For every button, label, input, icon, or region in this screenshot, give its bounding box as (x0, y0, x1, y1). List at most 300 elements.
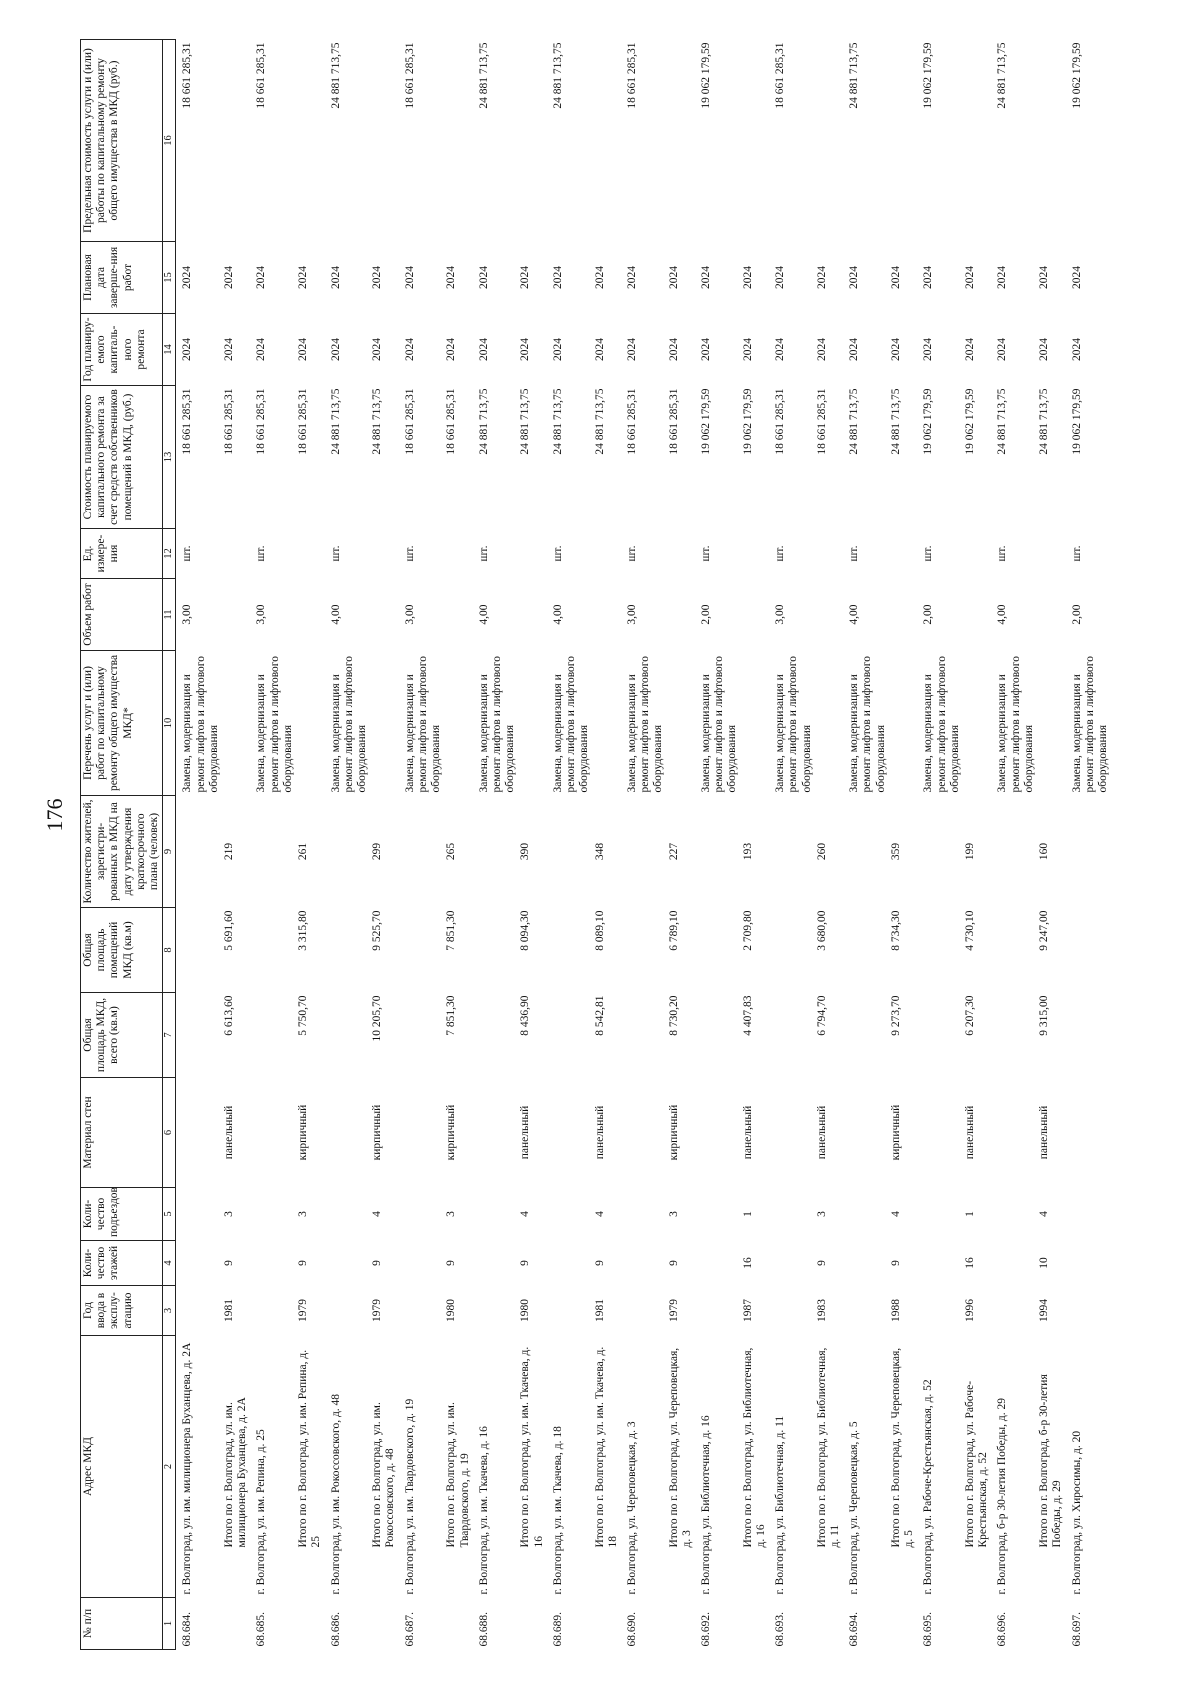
empty-cell (843, 796, 889, 908)
row-unit: шт. (403, 545, 416, 562)
row-volume: 3,00 (774, 604, 787, 625)
row-work: Замена, модернизация и ремонт лифтов и лифтового оборудования (996, 656, 1035, 793)
row-cost (621, 386, 667, 529)
total-residents: 160 (1038, 842, 1051, 861)
total-area-rooms: 3 680,00 (815, 910, 828, 951)
empty-cell (473, 908, 519, 993)
column-number: 6 (163, 1078, 176, 1188)
empty-cell (547, 1286, 593, 1336)
empty-cell (399, 1078, 445, 1188)
empty-cell (399, 1188, 445, 1241)
row-date-end-value: 2024 (922, 266, 935, 289)
column-number: 3 (163, 1286, 176, 1336)
row-limit: 18 661 285,31 (181, 42, 194, 109)
empty-cell (1037, 651, 1065, 796)
column-header: Перечень услуг и (или) работ по капитальному ремонту общего имущества МКД* (81, 651, 163, 796)
total-date-end: 2024 (667, 266, 680, 289)
header-row (81, 40, 163, 1650)
row-cost-value: 19 062 179,59 (922, 388, 935, 455)
empty-cell (473, 1241, 519, 1286)
row-cost-value: 19 062 179,59 (700, 388, 713, 455)
empty-cell (176, 993, 222, 1078)
row-cost (1066, 386, 1112, 529)
empty-cell (250, 1286, 296, 1336)
total-entrances: 1 (741, 1211, 754, 1217)
empty-cell (815, 651, 843, 796)
empty-cell (222, 1598, 250, 1650)
total-date-end: 2024 (297, 266, 310, 289)
row-date-end (917, 242, 963, 314)
table-row-entry (621, 40, 667, 1650)
empty-cell (667, 40, 695, 242)
row-date-end-value: 2024 (255, 266, 268, 289)
empty-cell (547, 908, 593, 993)
total-year: 1979 (667, 1299, 680, 1322)
total-area: 6 794,70 (815, 995, 828, 1036)
column-header: Материал стен (81, 1078, 163, 1188)
total-entrances: 4 (371, 1211, 384, 1217)
row-work: Замена, модернизация и ремонт лифтов и лифтового оборудования (551, 656, 591, 793)
empty-cell (621, 1286, 667, 1336)
empty-cell (843, 1286, 889, 1336)
empty-cell (917, 1188, 963, 1241)
empty-cell (1037, 1598, 1065, 1650)
column-number: 13 (163, 386, 176, 529)
total-year: 1980 (519, 1299, 532, 1322)
empty-cell (917, 1286, 963, 1336)
total-entrances: 3 (297, 1211, 310, 1217)
row-date-end-value: 2024 (551, 266, 564, 289)
row-number: 68.685. (255, 1612, 268, 1647)
empty-cell (815, 40, 843, 242)
column-number: 9 (163, 796, 176, 908)
total-year: 1988 (889, 1299, 902, 1322)
row-date-end-value: 2024 (477, 266, 490, 289)
row-address: г. Волгоград, ул. им. милиционера Буханцева, д. 2А (181, 1342, 194, 1595)
empty-cell (769, 993, 815, 1078)
empty-cell (370, 579, 398, 651)
total-cost: 24 881 713,75 (593, 388, 606, 455)
row-number: 68.692. (700, 1612, 713, 1647)
total-cost: 24 881 713,75 (371, 388, 384, 455)
row-cost-value: 24 881 713,75 (477, 388, 490, 455)
empty-cell (325, 1188, 371, 1241)
empty-cell (250, 1188, 296, 1241)
total-year-plan: 2024 (297, 338, 310, 361)
table-row-total (518, 40, 546, 1650)
empty-cell (889, 579, 917, 651)
total-label: Итого по г. Волгоград, ул. им. милиционера Буханцева, д. 2А (223, 1397, 249, 1548)
total-entrances: 3 (667, 1211, 680, 1217)
empty-cell (815, 1598, 843, 1650)
table-row-entry (250, 40, 296, 1650)
empty-cell (621, 1188, 667, 1241)
row-limit: 24 881 713,75 (996, 42, 1009, 109)
empty-cell (518, 40, 546, 242)
table-row-total (741, 40, 769, 1650)
empty-cell (222, 40, 250, 242)
column-number-row (163, 40, 176, 1650)
column-header: Адрес МКД (81, 1336, 163, 1598)
row-unit: шт. (922, 545, 935, 562)
total-floors: 10 (1038, 1257, 1051, 1269)
total-cost: 18 661 285,31 (815, 388, 828, 455)
total-year-plan: 2024 (371, 338, 384, 361)
total-floors: 9 (223, 1260, 236, 1266)
table-row-total (222, 40, 250, 1650)
empty-cell (695, 993, 741, 1078)
empty-cell (473, 1188, 519, 1241)
row-year-plan (621, 314, 667, 386)
empty-cell (695, 1241, 741, 1286)
row-year-plan (473, 314, 519, 386)
total-date-end: 2024 (371, 266, 384, 289)
empty-cell (889, 651, 917, 796)
row-unit: шт. (625, 545, 638, 562)
empty-cell (370, 651, 398, 796)
total-area-rooms: 8 094,30 (519, 910, 532, 951)
total-floors: 9 (667, 1260, 680, 1266)
total-floors: 9 (593, 1260, 606, 1266)
total-year-plan: 2024 (1038, 338, 1051, 361)
empty-cell (547, 1078, 593, 1188)
row-date-end (325, 242, 371, 314)
row-unit: шт. (848, 545, 861, 562)
row-cost (176, 386, 222, 529)
empty-cell (963, 1598, 991, 1650)
total-cost: 19 062 179,59 (741, 388, 754, 455)
column-header: Стоимость планируемого капитального ремонта за счет средств собственников помещений в МКД, (руб.) (81, 386, 163, 529)
column-number: 15 (163, 242, 176, 314)
empty-cell (518, 651, 546, 796)
total-residents: 227 (667, 842, 680, 861)
empty-cell (695, 796, 741, 908)
row-year-plan-value: 2024 (922, 338, 935, 361)
empty-cell (222, 579, 250, 651)
row-work: Замена, модернизация и ремонт лифтов и лифтового оборудования (403, 656, 443, 793)
empty-cell (843, 1241, 889, 1286)
empty-cell (547, 1241, 593, 1286)
table-row-total (370, 40, 398, 1650)
row-limit: 24 881 713,75 (477, 42, 490, 109)
total-label: Итого по г. Волгоград, ул. Рабоче-Крестьянская, д. 52 (963, 1380, 990, 1548)
empty-cell (296, 40, 324, 242)
row-work: Замена, модернизация и ремонт лифтов и лифтового оборудования (255, 656, 294, 793)
column-header: Предельная стоимость услуги и (или) работы по капитальному ремонту общего имущества в МКД (руб.) (81, 40, 163, 242)
row-number: 68.689. (551, 1612, 564, 1647)
empty-cell (547, 796, 593, 908)
row-address: г. Волгоград, ул. Череповецкая, д. 3 (625, 1421, 638, 1595)
empty-cell (621, 993, 667, 1078)
total-cost: 18 661 285,31 (667, 388, 680, 455)
row-volume: 2,00 (922, 604, 935, 625)
empty-cell (843, 1078, 889, 1188)
table-row-total (1037, 40, 1065, 1650)
row-unit: шт. (996, 545, 1009, 562)
row-year-plan-value: 2024 (1070, 338, 1083, 361)
row-year-plan (325, 314, 371, 386)
total-date-end: 2024 (519, 266, 532, 289)
table-row-total (667, 40, 695, 1650)
empty-cell (741, 579, 769, 651)
total-residents: 193 (741, 842, 754, 861)
empty-cell (917, 1078, 963, 1188)
row-date-end (250, 242, 296, 314)
row-volume: 3,00 (255, 604, 268, 625)
empty-cell (667, 651, 695, 796)
total-label: Итого по г. Волгоград, ул. им. Репина, д. 25 (297, 1349, 323, 1548)
empty-cell (325, 1286, 371, 1336)
empty-cell (518, 579, 546, 651)
total-area: 9 273,70 (889, 995, 902, 1036)
empty-cell (1066, 908, 1112, 993)
column-header: Общая площадь помещений МКД (кв.м) (81, 908, 163, 993)
total-residents: 199 (963, 842, 976, 861)
row-year-plan-value: 2024 (996, 338, 1009, 361)
row-number: 68.696. (996, 1612, 1009, 1647)
total-entrances: 4 (889, 1211, 902, 1217)
empty-cell (963, 40, 991, 242)
empty-cell (621, 1241, 667, 1286)
row-work: Замена, модернизация и ремонт лифтов и лифтового оборудования (922, 656, 961, 793)
page-number: 176 (42, 798, 67, 832)
empty-cell (843, 1188, 889, 1241)
empty-cell (250, 993, 296, 1078)
row-cost-value: 18 661 285,31 (403, 388, 416, 455)
row-year-plan (917, 314, 963, 386)
empty-cell (963, 529, 991, 579)
empty-cell (963, 651, 991, 796)
row-date-end (1066, 242, 1112, 314)
column-number: 10 (163, 651, 176, 796)
total-year-plan: 2024 (815, 338, 828, 361)
row-cost-value: 18 661 285,31 (625, 388, 638, 455)
total-label: Итого по г. Волгоград, б-р 30-летия Победы, д. 29 (1038, 1374, 1064, 1548)
empty-cell (667, 579, 695, 651)
empty-cell (1037, 529, 1065, 579)
empty-cell (473, 796, 519, 908)
row-unit: шт. (329, 545, 342, 562)
empty-cell (370, 1598, 398, 1650)
total-date-end: 2024 (223, 266, 236, 289)
empty-cell (473, 1078, 519, 1188)
column-header: Коли-чество подъездов (81, 1188, 163, 1241)
total-floors: 9 (297, 1260, 310, 1266)
total-label: Итого по г. Волгоград, ул. Череповецкая, д. 3 (667, 1347, 693, 1548)
total-entrances: 4 (519, 1211, 532, 1217)
table-row-entry (473, 40, 519, 1650)
total-floors: 9 (371, 1260, 384, 1266)
empty-cell (741, 1598, 769, 1650)
table-row-total (815, 40, 843, 1650)
column-number: 14 (163, 314, 176, 386)
row-cost-value: 24 881 713,75 (848, 388, 861, 455)
empty-cell (695, 1078, 741, 1188)
row-limit: 18 661 285,31 (255, 42, 268, 109)
row-date-end (176, 242, 222, 314)
empty-cell (473, 993, 519, 1078)
row-number: 68.690. (625, 1612, 638, 1647)
row-unit: шт. (551, 545, 564, 562)
row-volume: 4,00 (551, 604, 564, 625)
total-label: Итого по г. Волгоград, ул. Библиотечная, д. 16 (741, 1347, 767, 1548)
total-floors: 16 (741, 1257, 754, 1269)
row-number: 68.695. (922, 1612, 935, 1647)
row-date-end-value: 2024 (181, 266, 194, 289)
total-residents: 359 (889, 842, 902, 861)
row-limit: 24 881 713,75 (551, 42, 564, 109)
empty-cell (621, 1078, 667, 1188)
row-cost-value: 24 881 713,75 (551, 388, 564, 455)
column-header: Количество жителей, зарегистри-рованных в МКД на дату утверждения краткосрочного плана (человек) (81, 796, 163, 908)
total-area-rooms: 4 730,10 (963, 910, 976, 951)
empty-cell (444, 651, 472, 796)
total-label: Итого по г. Волгоград, ул. Череповецкая, д. 5 (889, 1347, 916, 1548)
total-floors: 9 (445, 1260, 458, 1266)
total-area: 9 315,00 (1038, 995, 1051, 1036)
row-limit: 18 661 285,31 (774, 42, 787, 109)
empty-cell (547, 1188, 593, 1241)
empty-cell (621, 796, 667, 908)
empty-cell (296, 651, 324, 796)
table-row-entry (1066, 40, 1112, 1650)
empty-cell (769, 796, 815, 908)
row-volume: 3,00 (403, 604, 416, 625)
row-year-plan-value: 2024 (477, 338, 490, 361)
table-row-entry (547, 40, 593, 1650)
total-year-plan: 2024 (667, 338, 680, 361)
empty-cell (176, 1078, 222, 1188)
empty-cell (518, 529, 546, 579)
empty-cell (991, 1188, 1037, 1241)
empty-cell (1066, 993, 1112, 1078)
table-row-entry (176, 40, 222, 1650)
empty-cell (843, 993, 889, 1078)
total-material: панельный (815, 1105, 828, 1160)
row-cost (843, 386, 889, 529)
column-header: Объем работ (81, 579, 163, 651)
total-area-rooms: 9 247,00 (1038, 910, 1051, 951)
total-residents: 219 (223, 842, 236, 861)
row-date-end-value: 2024 (403, 266, 416, 289)
total-year-plan: 2024 (593, 338, 606, 361)
empty-cell (667, 1598, 695, 1650)
empty-cell (250, 1078, 296, 1188)
empty-cell (769, 1188, 815, 1241)
column-number: 16 (163, 40, 176, 242)
row-address: г. Волгоград, ул. им. Ткачева, д. 18 (551, 1426, 564, 1595)
row-address: г. Волгоград, ул. Хиросимы, д. 20 (1070, 1430, 1083, 1595)
empty-cell (917, 908, 963, 993)
total-material: кирпичный (371, 1104, 384, 1161)
table-header (81, 40, 176, 1650)
total-year-plan: 2024 (963, 338, 976, 361)
table-row-total (593, 40, 621, 1650)
row-cost-value: 19 062 179,59 (1070, 388, 1083, 455)
empty-cell (769, 1241, 815, 1286)
total-area: 10 205,70 (371, 995, 384, 1042)
row-work: Замена, модернизация и ремонт лифтов и лифтового оборудования (700, 656, 739, 793)
row-number: 68.687. (403, 1612, 416, 1647)
row-address: г. Волгоград, ул. Библиотечная, д. 11 (774, 1415, 787, 1595)
row-year-plan (769, 314, 815, 386)
total-label: Итого по г. Волгоград, ул. им. Ткачева, д. 18 (593, 1346, 619, 1548)
empty-cell (370, 529, 398, 579)
row-limit: 24 881 713,75 (329, 42, 342, 109)
total-material: кирпичный (667, 1104, 680, 1161)
row-address: г. Волгоград, ул. им. Рокоссовского, д. 48 (329, 1393, 342, 1595)
row-date-end (621, 242, 667, 314)
total-year-plan: 2024 (445, 338, 458, 361)
row-date-end (695, 242, 741, 314)
row-year-plan-value: 2024 (255, 338, 268, 361)
row-unit: шт. (774, 545, 787, 562)
empty-cell (769, 1078, 815, 1188)
empty-cell (296, 529, 324, 579)
total-residents: 348 (593, 842, 606, 861)
total-year: 1980 (445, 1299, 458, 1322)
empty-cell (325, 1241, 371, 1286)
row-year-plan (547, 314, 593, 386)
row-year-plan (991, 314, 1037, 386)
column-header: Плановая дата заверше-ния работ (81, 242, 163, 314)
table-row-entry (769, 40, 815, 1650)
column-number: 11 (163, 579, 176, 651)
row-year-plan (843, 314, 889, 386)
total-entrances: 3 (223, 1211, 236, 1217)
empty-cell (518, 1598, 546, 1650)
row-unit: шт. (181, 545, 194, 562)
column-number: 8 (163, 908, 176, 993)
empty-cell (991, 993, 1037, 1078)
empty-cell (991, 1078, 1037, 1188)
empty-cell (1037, 40, 1065, 242)
empty-cell (370, 40, 398, 242)
total-area-rooms: 5 691,60 (223, 910, 236, 951)
column-number: 5 (163, 1188, 176, 1241)
row-address: г. Волгоград, ул. им. Репина, д. 25 (255, 1429, 268, 1595)
total-entrances: 4 (1038, 1211, 1051, 1217)
total-area-rooms: 8 089,10 (593, 910, 606, 951)
total-floors: 9 (889, 1260, 902, 1266)
empty-cell (444, 40, 472, 242)
total-date-end: 2024 (593, 266, 606, 289)
empty-cell (444, 579, 472, 651)
row-work: Замена, модернизация и ремонт лифтов и лифтового оборудования (774, 656, 813, 793)
total-area-rooms: 3 315,80 (297, 910, 310, 951)
total-area: 6 613,60 (223, 995, 236, 1036)
total-year: 1979 (297, 1299, 310, 1322)
total-label: Итого по г. Волгоград, ул. им. Рокоссовского, д. 48 (371, 1402, 397, 1548)
total-area: 8 542,81 (593, 995, 606, 1036)
empty-cell (695, 908, 741, 993)
row-year-plan (250, 314, 296, 386)
total-cost: 24 881 713,75 (889, 388, 902, 455)
row-unit: шт. (1070, 545, 1083, 562)
empty-cell (1066, 1188, 1112, 1241)
table-row-entry (695, 40, 741, 1650)
total-area: 4 407,83 (741, 995, 754, 1036)
empty-cell (593, 1598, 621, 1650)
empty-cell (1066, 1078, 1112, 1188)
total-entrances: 3 (445, 1211, 458, 1217)
empty-cell (250, 796, 296, 908)
row-unit: шт. (255, 545, 268, 562)
total-material: панельный (519, 1105, 532, 1160)
table-body (176, 40, 1111, 1650)
total-date-end: 2024 (741, 266, 754, 289)
column-header: Общая площадь МКД, всего (кв.м) (81, 993, 163, 1078)
